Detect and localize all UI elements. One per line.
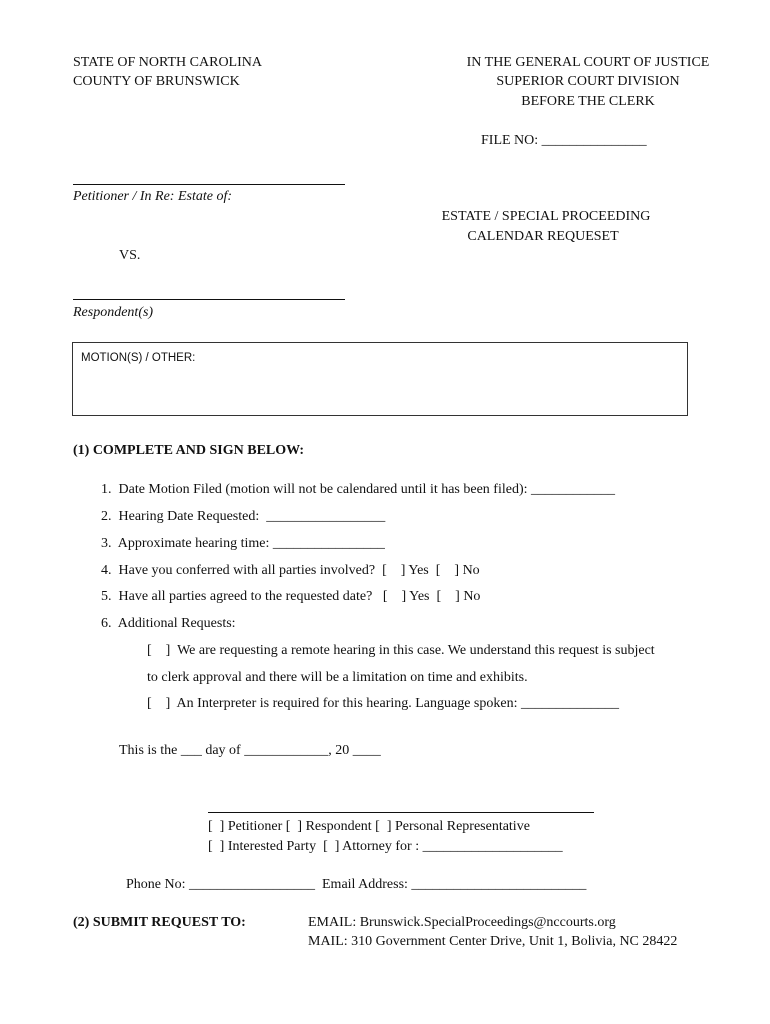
signer-role-options-2[interactable]: [ ] Interested Party [ ] Attorney for : ____________________ — [208, 839, 563, 854]
item-agreed-date[interactable]: 5. Have all parties agreed to the requested date? [ ] Yes [ ] No — [101, 589, 481, 604]
item-conferred[interactable]: 4. Have you conferred with all parties involved? [ ] Yes [ ] No — [101, 563, 480, 578]
signature-line[interactable] — [208, 812, 594, 813]
item-date-motion-filed[interactable]: 1. Date Motion Filed (motion will not be calendared until it has been filed): ____________ — [101, 482, 616, 497]
motion-box[interactable] — [72, 342, 688, 416]
respondent-label: Respondent(s) — [73, 305, 154, 320]
petitioner-label: Petitioner / In Re: Estate of: — [73, 189, 233, 204]
clerk-heading: BEFORE THE CLERK — [521, 94, 655, 109]
remote-hearing-checkbox[interactable]: [ ] We are requesting a remote hearing in this case. We understand this request is subject — [147, 643, 655, 658]
submit-mail-address: MAIL: 310 Government Center Drive, Unit 1, Bolivia, NC 28422 — [308, 934, 678, 949]
state-heading: STATE OF NORTH CAROLINA — [73, 55, 262, 70]
signer-role-options[interactable]: [ ] Petitioner [ ] Respondent [ ] Personal Representative — [208, 819, 530, 834]
date-line[interactable]: This is the ___ day of ____________, 20 ____ — [119, 743, 381, 758]
county-heading: COUNTY OF BRUNSWICK — [73, 74, 240, 89]
form-title-line1: ESTATE / SPECIAL PROCEEDING — [441, 209, 651, 224]
item-hearing-date[interactable]: 2. Hearing Date Requested: _________________ — [101, 509, 386, 524]
section2-heading: (2) SUBMIT REQUEST TO: — [73, 915, 246, 930]
respondent-name-line[interactable] — [73, 299, 345, 300]
phone-email-fields[interactable]: Phone No: __________________ Email Address: _________________________ — [126, 877, 587, 892]
file-number-field[interactable]: FILE NO: _______________ — [481, 133, 647, 148]
item-hearing-time[interactable]: 3. Approximate hearing time: ________________ — [101, 536, 385, 551]
petitioner-name-line[interactable] — [73, 184, 345, 185]
remote-hearing-note: to clerk approval and there will be a limitation on time and exhibits. — [147, 670, 528, 685]
interpreter-checkbox[interactable]: [ ] An Interpreter is required for this hearing. Language spoken: ______________ — [147, 696, 619, 711]
submit-email: EMAIL: Brunswick.SpecialProceedings@nccourts.org — [308, 915, 616, 930]
form-title-line2: CALENDAR REQUESET — [467, 229, 619, 244]
court-heading: IN THE GENERAL COURT OF JUSTICE — [466, 55, 710, 70]
section1-heading: (1) COMPLETE AND SIGN BELOW: — [73, 443, 305, 458]
division-heading: SUPERIOR COURT DIVISION — [496, 74, 680, 89]
motion-box-label: MOTION(S) / OTHER: — [81, 352, 196, 364]
versus-label: VS. — [119, 248, 141, 263]
item-additional-requests: 6. Additional Requests: — [101, 616, 236, 631]
